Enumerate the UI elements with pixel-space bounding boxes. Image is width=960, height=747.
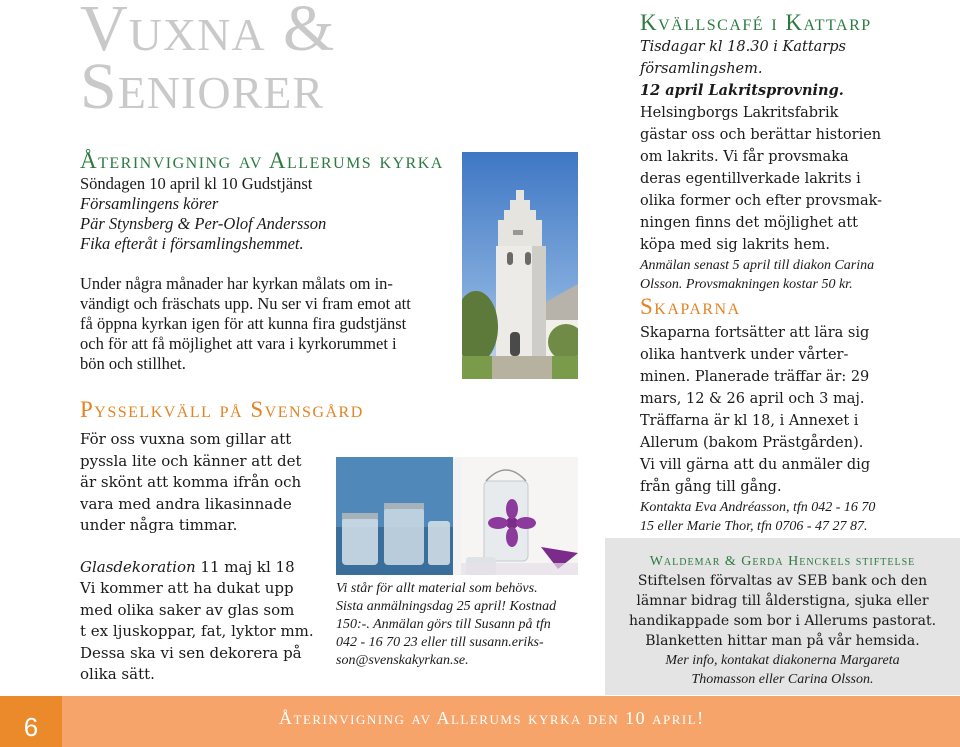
evening-cafe-body-7: köpa med sig lakrits hem. bbox=[640, 237, 831, 253]
church-photo bbox=[462, 152, 578, 379]
material-note bbox=[336, 580, 586, 670]
material-line-4: 042 - 16 70 23 eller till susann.eriks- bbox=[336, 635, 544, 650]
creators-body-4: mars, 12 & 26 april och 3 maj. bbox=[640, 391, 865, 407]
foundation-body-2: lämnar bidrag till ålderstigna, sjuka eller bbox=[636, 593, 929, 609]
evening-cafe-note-1: Anmälan senast 5 april till diakon Carina bbox=[640, 258, 875, 273]
foundation-note-2: Thomasson eller Carina Olsson. bbox=[691, 672, 874, 687]
evening-cafe-body-6: ningen finns det möjlighet att bbox=[640, 215, 859, 231]
reopening-body-2: vändigt och fräschats upp. Nu ser vi fram emot att bbox=[80, 294, 411, 313]
page-title-line-2: Seniorer bbox=[80, 50, 325, 123]
evening-cafe-body-5: olika former och efter provsmak- bbox=[640, 193, 883, 209]
evening-cafe-section bbox=[640, 10, 950, 294]
glass-decoration-date: 11 maj kl 18 bbox=[195, 557, 295, 576]
reopening-body-5: bön och stillhet. bbox=[80, 354, 186, 373]
evening-cafe-line-1: Tisdagar kl 18.30 i Kattarps bbox=[640, 39, 846, 55]
evening-cafe-line-2: församlingshem. bbox=[640, 61, 763, 77]
foundation-body-4: Blanketten hittar man på vår hemsida. bbox=[645, 633, 920, 649]
creators-body-7: Vi vill gärna att du anmäler dig bbox=[640, 457, 871, 473]
page-title-line-1: Vuxna & bbox=[80, 0, 336, 65]
creators-body-2: olika hantverk under vårter- bbox=[640, 347, 849, 363]
reopening-line-2: Församlingens körer bbox=[80, 194, 219, 213]
reopening-line-1: Söndagen 10 april kl 10 Gudstjänst bbox=[80, 174, 313, 193]
creators-section bbox=[640, 294, 950, 536]
creators-body-1: Skaparna fortsätter att lära sig bbox=[640, 325, 870, 341]
evening-cafe-note-2: Olsson. Provsmakningen kostar 50 kr. bbox=[640, 277, 853, 292]
reopening-line-3: Pär Stynsberg & Per-Olof Andersson bbox=[80, 214, 327, 233]
reopening-body-4: och för att få möjlighet att vara i kyrkorummet i bbox=[80, 334, 397, 353]
material-line-3: 150:-. Anmälan görs till Susann på tfn bbox=[336, 617, 551, 632]
craft-body2-3: t ex ljuskoppar, fat, lyktor mm. bbox=[80, 622, 314, 640]
creators-body-3: minen. Planerade träffar är: 29 bbox=[640, 369, 870, 385]
material-line-1: Vi står för allt material som behövs. bbox=[336, 581, 538, 596]
craft-body2-4: Dessa ska vi sen dekorera på bbox=[80, 643, 302, 662]
creators-body-8: från gång till gång. bbox=[640, 479, 782, 495]
creators-body-6: Allerum (bakom Prästgården). bbox=[640, 435, 864, 451]
foundation-heading: Waldemar & Gerda Henckels stiftelse bbox=[649, 554, 916, 569]
foundation-box bbox=[605, 538, 960, 695]
glass-jars-photo bbox=[336, 457, 578, 575]
craft-body2-2: med olika saker av glas som bbox=[80, 600, 295, 619]
reopening-body-1: Under några månader har kyrkan målats om in- bbox=[80, 274, 393, 293]
evening-cafe-body-1: Helsingborgs Lakritsfabrik bbox=[640, 105, 839, 121]
craft-body-5: under några timmar. bbox=[80, 516, 238, 534]
reopening-line-4: Fika efteråt i församlingshemmet. bbox=[80, 234, 304, 253]
creators-note-1: Kontakta Eva Andréasson, tfn 042 - 16 70 bbox=[640, 500, 876, 515]
reopening-section bbox=[80, 148, 460, 374]
foundation-body-3: handikappade som bor i Allerums pastorat. bbox=[628, 613, 937, 629]
craft-body-1: För oss vuxna som gillar att bbox=[80, 430, 292, 448]
footer-text: Återinvigning av Allerums kyrka den 10 april! bbox=[279, 708, 705, 728]
craft-body2-5: olika sätt. bbox=[80, 665, 155, 683]
creators-heading: Skaparna bbox=[640, 294, 741, 319]
material-line-2: Sista anmälningsdag 25 april! Kostnad bbox=[336, 599, 557, 614]
craft-body-4: vara med andra likasinnade bbox=[80, 494, 292, 513]
foundation-note-1: Mer info, kontakat diakonerna Margareta bbox=[665, 653, 900, 668]
reopening-body-3: få öppna kyrkan igen för att kunna fira gudstjänst bbox=[80, 314, 407, 333]
creators-body-5: Träffarna är kl 18, i Annexet i bbox=[640, 413, 859, 429]
page-number: 6 bbox=[0, 696, 62, 747]
creators-note-2: 15 eller Marie Thor, tfn 0706 - 47 27 87. bbox=[640, 519, 868, 534]
evening-cafe-body-3: om lakrits. Vi får provsmaka bbox=[640, 149, 849, 165]
craft-body-2: pyssla lite och känner att det bbox=[80, 451, 302, 470]
craft-evening-heading: Pysselkväll på Svensgård bbox=[80, 397, 364, 422]
evening-cafe-body-2: gästar oss och berättar historien bbox=[640, 127, 882, 143]
evening-cafe-body-4: deras egentillverkade lakrits i bbox=[640, 171, 861, 187]
evening-cafe-line-3: 12 april Lakritsprovning. bbox=[640, 82, 844, 99]
craft-body-3: är skönt att komma ifrån och bbox=[80, 473, 302, 491]
craft-body2-1: Vi kommer att ha dukat upp bbox=[80, 579, 294, 597]
foundation-body-1: Stiftelsen förvaltas av SEB bank och den bbox=[637, 573, 928, 589]
material-line-5: son@svenskakyrkan.se. bbox=[336, 653, 469, 668]
reopening-heading: Återinvigning av Allerums kyrka bbox=[80, 148, 444, 173]
page-title bbox=[80, 0, 336, 123]
glass-decoration-label: Glasdekoration bbox=[80, 557, 196, 576]
evening-cafe-heading: Kvällscafé i Kattarp bbox=[640, 10, 872, 35]
